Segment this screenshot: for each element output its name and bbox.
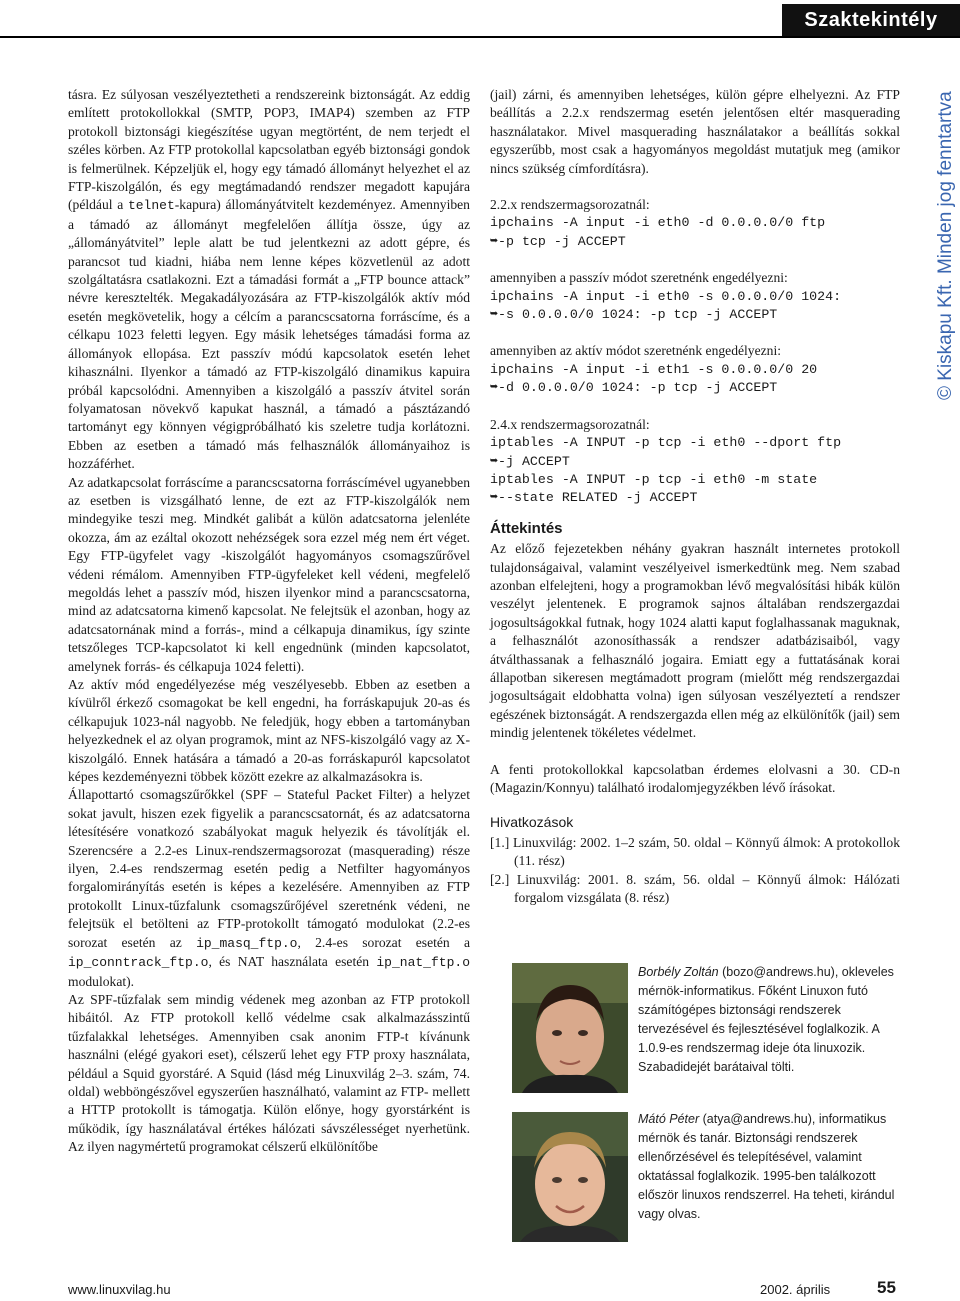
code-block: iptables -A INPUT -p tcp -i eth0 --dport ftp ➥-j ACCEPT iptables -A INPUT -p tcp -i eth0 -m state ➥--state RELATED -j ACCEPT [490,435,842,506]
author-name: Mátó Péter [638,1112,700,1126]
footer-date: 2002. április [760,1282,831,1297]
paragraph: (jail) zárni, és amennyiben lehetséges, külön gépre elhelyezni. Az FTP beállítás a 2.2.x rendszermag esetén jelentősen eltér masquerading használatakor. Mivel masquerading használatakor a beállítás sokkal egyszerűbb, most csak a hagyományos megoldást mutatjuk meg (amikor nincs szükség címfordításra). [490,87,900,176]
left-column [68,86,470,1157]
author-name: Borbély Zoltán [638,965,719,979]
paragraph: Az aktív mód engedélyezése még veszélyesebb. Ebben az esetben a kívülről érkező csomagokat be kell engedni, ha forráskapujuk 20-as és célkapujuk 1023-nál nagyobb. Ne feledjük, hogy ebben a tartományban helyezkednek el az olyan programok, mint az NFS-kiszolgáló vagy az X-kiszolgáló. Ennek hatására a támadó a 20-as forráskapuról kapcsolatot képes kezdeményezni többek között ezekre az alkalmazásokra is. [68,677,470,785]
paragraph: tásra. Ez súlyosan veszélyeztetheti a rendszereink biztonságát. Az eddig említett protokollokkal (SMTP, POP3, IMAP4) szemben az FTP protokoll biztonsági kiegészítése ugyan megtörtént, de nem terjedt el széles körben. Az FTP protokollal kapcsolatban egyéb biztonsági gondok is felmerülnek. Képzeljük el, hogy egy támadó állományt helyezhet el az FTP-kiszolgálón, és egy megtámadandó rendszer megadott kapujára (például a telnet-kapura) állományátvitelt kezdeményez. Amennyiben a támadó az állományt megfelelően állítja össze, úgy az „állományátvitel” leple alatt be tud jelentkezni az adott gépre, és parancsot tud kiadni, hiába nem lenne képes közvetlenül az adott szolgáltatásra csatlakozni. Ezt a támadási formát a „FTP bounce attack” névre keresztelték. Megakadályozására az FTP-kiszolgálók aktív mód esetén megkövetelik, hogy a célcím a parancscsatorna forráscíme, és a célkapu 1023 feletti legyen. Egy másik lehetséges támadási forma az állományok ellopása. Ezt passzív módú kapcsolatok esetén lehet kihasználni. Ilyenkor a támadó az FTP-kiszolgáló dinamikus kapuira próbál kapcsolódni. Amennyiben a kiszolgáló a passzív átvitel során folyamatosan növekvő kapukat használ, a támadó a pásztázandó tartományt egy könnyen végigpróbálható kis szeletre tudja korlátozni. Ebben az esetben a támadó más felhasználók állományaihoz is hozzáférhet. [68,87,470,472]
inline-code: ip_masq_ftp.o [196,935,298,951]
paragraph: A fenti protokollokkal kapcsolatban érdemes elolvasni a 30. CD-n (Magazin/Konnyu) található irodalomjegyzékben lévő írásokat. [490,761,900,795]
author-photo [512,1112,628,1242]
references-heading: Hivatkozások [490,814,574,831]
right-column [490,86,900,907]
footer-url: www.linuxvilag.hu [68,1282,171,1297]
code-label: amennyiben a passzív módot szeretnénk engedélyezni: [490,270,788,286]
author-email: (bozo@andrews.hu), [722,965,839,979]
page-number: 55 [877,1278,896,1297]
inline-code: ip_conntrack_ftp.o [68,955,209,971]
author-description: informatikus mérnök és tanár. Biztonsági rendszerek ellenőrzésével és telepítésével, valamint oktatással foglalkozik. 1995-ben találkozott először linuxos rendszerrel. Ha teheti, kirándul vagy olvas. [638,1112,895,1221]
reference-item: [2.] Linuxvilág: 2001. 8. szám, 56. oldal – Könnyű álmok: Hálózati forgalom vizsgálata (8. rész) [490,871,900,906]
portrait-image [512,1112,628,1242]
code-block: ipchains -A input -i eth1 -s 0.0.0.0/0 20 ➥-d 0.0.0.0/0 1024: -p tcp -j ACCEPT [490,361,818,396]
reference-item: [1.] Linuxvilág: 2002. 1–2 szám, 50. oldal – Könnyű álmok: A protokollok (11. rész) [490,834,900,869]
header-rule [0,36,960,38]
author-email: (atya@andrews.hu), [702,1112,816,1126]
code-block: ipchains -A input -i eth0 -d 0.0.0.0/0 ftp ➥-p tcp -j ACCEPT [490,215,826,249]
code-label: 2.4.x rendszermagsorozatnál: [490,416,650,432]
inline-code: telnet [127,198,175,214]
code-block: ipchains -A input -i eth0 -s 0.0.0.0/0 1024: ➥-s 0.0.0.0/0 1024: -p tcp -j ACCEPT [490,288,842,323]
paragraph: Állapottartó csomagszűrőkkel (SPF – Stateful Packet Filter) a helyzet sokat javult, hiszen ezek figyelik a parancscsatornát, és az adatcsatorna létesítésére vonatkozó szabályokat maguk helyezik és távolítják el. Szerencsére a 2.2-es Linux-rendszermagsorozat (masquerading) része ilyen, 2.4-es rendszermag esetén pedig a Netfilter hagyományos forgalomirányítás esetén is képes a kezelésére. Amennyiben az FTP protokollt Linux-tűzfalunk csomagszűrőjével szeretnénk védeni, ne felejtsük el betölteni az FTP-protokollt támogató modulokat (2.2-es sorozat esetén az ip_masq_ftp.o, 2.4-es sorozat esetén a ip_conntrack_ftp.o, és NAT használata esetén ip_nat_ftp.o modulokat). [68,787,470,989]
section-badge: Szaktekintély [782,4,960,36]
paragraph: Az előző fejezetekben néhány gyakran használt internetes protokoll tulajdonságaival, valamint veszélyeivel ismerkedtünk meg. Nem szabad azonban elfelejteni, hogy a programokban lévő megvalósítási hibák külön veszélyt jelentenek. E programok sajnos általában rendszergazdai jogosultságokkal futnak, hogy 1024 alatti kaput foglalhassanak maguknak, a felhasználót azonosíthassák a rendszer adatbázisaiból, vagy átválthassanak a felhasználó jogaira. Emiatt egy a futtatásának korai állapotban sikeresen megtámadott program (mielőtt még rendszergazdai jogosultságait eldobhatta volna) igen súlyosan veszélyeztetí a rendszer egészének biztonságát. A rendszergazda ellen még az elkülönítők (jail) sem mindig jelentenek tökéletes védelmet. [490,541,900,741]
section-heading: Áttekintés [490,519,563,537]
header-bar [0,0,960,40]
copyright-notice: © Kiskapu Kft. Minden jog fenntartva [935,91,956,400]
code-label: amennyiben az aktív módot szeretnénk engedélyezni: [490,343,782,359]
author-description: okleveles mérnök-informatikus. Főként Linuxon futó számítógépes biztonsági rendszerek tervezésével és fejlesztésével foglalkozik. A 1.0.9-es rendszermag ideje óta linuxozik. Szabadidejét barátaival tölti. [638,965,894,1074]
author-photo [512,963,628,1093]
code-label: 2.2.x rendszermagsorozatnál: [490,197,650,213]
paragraph: Az adatkapcsolat forráscíme a parancscsatorna forráscímével ugyanebben az esetben is vizsgálható lenne, de ezt az FTP-kiszolgálók nem mindegyike teszi meg. Mindkét galibát a külön adatcsatorna jelenléte okozza, ám az ezáltal okozott nehézségek sora ezzel még nem ért véget. Egy FTP-ügyfelet vagy -kiszolgálót hagyományos csomagszűrővel védeni rémálom. Amennyiben FTP-ügyfeleket kell védeni, megfelelő megoldás lehet a passzív mód, hiszen ilyenkor mind a parancscsatorna, mind az adatcsatorna kimenő kapcsolat. Ne felejtsük el azonban, hogy az adatcsatornának mind a forrás-, mind a célkapuja dinamikus, így szinte tetszőleges TCP-kapcsolatot ki kell engednünk (minden kapcsolatot, amelynek forrás- és célkapuja 1024 feletti). [68,474,470,674]
author-bio [638,963,908,1077]
paragraph: Az SPF-tűzfalak sem mindig védenek meg azonban az FTP protokoll hibáitól. Az FTP protokoll kellő védelme csak alkalmazásszintű tűzfalakkal lehetséges. Amennyiben csak anonim FTP-t kívánunk használni (elégé gyakori eset), célszerű lehet egy FTP proxy használata, például a Squid gyorstáré. A Squid (lásd még Linuxvilág 2–3. szám, 74. oldal) webböngészővel egyszerűen használható, valamint az FTP- mellett a HTTP protokollt is támogatja. Külön előnye, hogy gyorstárként is működik, így használatával értékes hálózati sávszélességet nyerhetünk. Az ilyen nagymértetű programokat célszerű elkülönítőbe [68,991,470,1155]
author-bio [638,1110,908,1224]
inline-code: ip_nat_ftp.o [376,955,470,971]
portrait-image [512,963,628,1093]
